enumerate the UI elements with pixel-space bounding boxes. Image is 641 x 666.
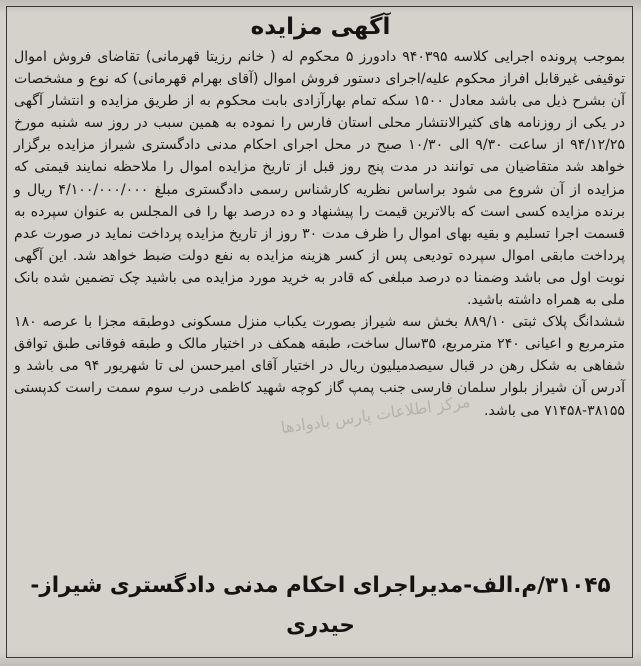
notice-title: آگهی مزایده (250, 14, 391, 40)
notice-body (14, 46, 625, 422)
watermark-stamp: مرکز اطلاعات پارس بادوادها (279, 391, 472, 438)
property-description-paragraph: ششدانگ پلاک ثبتی ۸۸۹/۱۰ بخش سه شیراز بصورت یکباب منزل مسکونی دوطبقه مجزا با عرصه ۱۸۰ مترمربع و اعیانی ۲۴۰ مترمربع، ۳۵سال ساخت، طبقه همکف در اختیار مالک و طبقه فوقانی طبق توافق شفاهی به شکل رهن در قبال سیصدمیلیون ریال در اختیار آقای امیرحسن لی تا شهریور ۹۴ می باشد و آدرس آن شیراز بلوار سلمان فارسی جنب پمپ گاز کوچه شهید کاظمی درب سوم سمت راست کدپستی ۳۸۱۵۵-۷۱۴۵۸ می باشد. (14, 314, 626, 419)
signature-reference-line: ۳۱۰۴۵/م.الف-مدیراجرای احکام مدنی دادگستری شیراز- (30, 573, 611, 598)
notice-signature (20, 566, 621, 646)
signature-name: حیدری (286, 613, 355, 638)
auction-details-paragraph: بموجب پرونده اجرایی کلاسه ۹۴۰۳۹۵ دادورز ۵ محکوم له ( خانم رزیتا قهرمانی) تقاضای فروش اموال توقیفی غیرقابل افراز محکوم علیه/اجرای دستور فروش اموال (آقای بهرام قهرمانی) که نوع و مشخصات آن بشرح ذیل می باشد معادل ۱۵۰۰ سکه تمام بهارآزادی بابت محکوم به از طریق مزایده و انتشار آگهی در یکی از روزنامه های کثیرالانتشار محلی استان فارس را نموده به همین سبب در روز سه شنبه مورخ ۹۴/۱۲/۲۵ از ساعت ۹/۳۰ الی ۱۰/۳۰ صبح در محل اجرای احکام مدنی دادگستری شیراز مزایده برگزار خواهد شد متقاضیان می توانند در مدت پنج روز قبل از تاریخ مزایده اموال را ملاحظه نمایند قیمتی که مزایده از آن شروع می شود براساس نظریه کارشناس رسمی دادگستری مبلغ ۴/۱۰۰/۰۰۰/۰۰۰ ریال و برنده مزایده کسی است که بالاترین قیمت را پیشنهاد و ده درصد بها را فی المجلس به عنوان سپرده به قسمت اجرا تسلیم و بقیه بهای اموال را ظرف مدت ۳۰ روز از تاریخ مزایده پرداخت نماید در صورت عدم پرداخت مابقی اموال سپرده تودیعی پس از کسر هزینه مزایده به نفع دولت ضبط خواهد شد. این آگهی نوبت اول می باشد وضمنا ده درصد مبلغی که قادر به خرید مورد مزایده می باشید چک تضمین شده بانک ملی به همراه داشته باشید. (14, 49, 625, 309)
